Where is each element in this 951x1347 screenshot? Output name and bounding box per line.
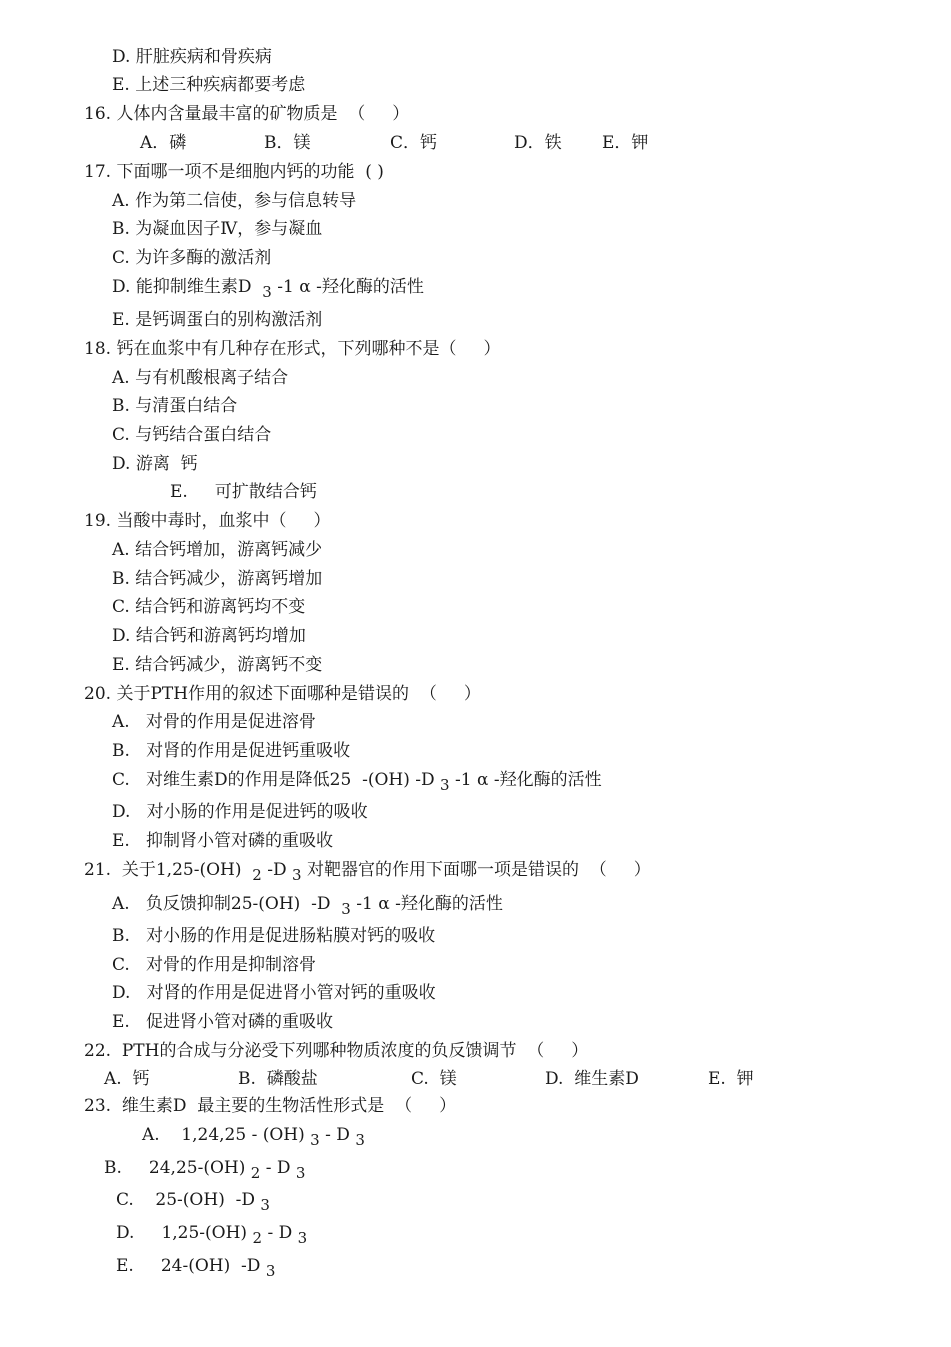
q20-option-e: E. 抑制肾小管对磷的重吸收 bbox=[112, 831, 334, 851]
q20-option-d: D. 对小肠的作用是促进钙的吸收 bbox=[112, 802, 368, 822]
q18-option-a: A. 与有机酸根离子结合 bbox=[112, 368, 289, 388]
q22-option-d: D. 维生素D bbox=[545, 1069, 639, 1089]
q22-option-e: E. 钾 bbox=[708, 1069, 754, 1089]
q17-option-b: B. 为凝血因子Ⅳ，参与凝血 bbox=[112, 219, 323, 239]
q16-option-c: C．钙 bbox=[390, 133, 438, 153]
q16-option-d: D．铁 bbox=[514, 133, 562, 153]
q19-option-d: D. 结合钙和游离钙均增加 bbox=[112, 626, 306, 646]
q17-option-c: C. 为许多酶的激活剂 bbox=[112, 248, 272, 268]
q18-option-c: C. 与钙结合蛋白结合 bbox=[112, 425, 272, 445]
q17-option-a: A. 作为第二信使，参与信息转导 bbox=[112, 191, 357, 211]
q23-option-e: E. 24-(OH) -D $_3$ bbox=[116, 1256, 276, 1280]
q22-options-row bbox=[0, 1068, 951, 1090]
q23-option-d: D. 1,25-(OH) $_2$ - D $_3$ bbox=[116, 1223, 308, 1247]
question-18: 18. 钙在血浆中有几种存在形式，下列哪种不是（ ） bbox=[84, 339, 501, 359]
q23-option-b: B. 24,25-(OH) $_2$ - D $_3$ bbox=[104, 1158, 306, 1182]
q20-option-b: B. 对肾的作用是促进钙重吸收 bbox=[112, 741, 351, 761]
q18-option-b: B. 与清蛋白结合 bbox=[112, 396, 238, 416]
question-23: 23. 维生素D 最主要的生物活性形式是 （ ） bbox=[84, 1096, 457, 1116]
q22-option-b: B. 磷酸盐 bbox=[238, 1069, 318, 1089]
q21-option-b: B. 对小肠的作用是促进肠粘膜对钙的吸收 bbox=[112, 926, 436, 946]
q16-option-a: A．磷 bbox=[140, 133, 187, 153]
q20-option-a: A. 对骨的作用是促进溶骨 bbox=[112, 712, 316, 732]
question-16: 16. 人体内含量最丰富的矿物质是 （ ） bbox=[84, 104, 410, 124]
question-19: 19. 当酸中毒时，血浆中（ ） bbox=[84, 511, 331, 531]
q21-option-d: D. 对肾的作用是促进肾小管对钙的重吸收 bbox=[112, 983, 436, 1003]
q19-option-c: C. 结合钙和游离钙均不变 bbox=[112, 597, 306, 617]
q22-option-a: A. 钙 bbox=[104, 1069, 150, 1089]
q18-option-d: D. 游离 钙 bbox=[112, 454, 198, 474]
question-21: 21. 关于1,25-(OH) $_2$ -D $_3$ 对靶器官的作用下面哪一项是错误的 （ ） bbox=[84, 860, 651, 884]
q23-option-a: A. 1,24,25 - (OH) $_3$ - D $_3$ bbox=[142, 1125, 365, 1149]
q19-option-b: B. 结合钙减少，游离钙增加 bbox=[112, 569, 323, 589]
q16-option-e: E．钾 bbox=[602, 133, 649, 153]
q15-option-d: D. 肝脏疾病和骨疾病 bbox=[112, 47, 272, 67]
q23-option-c: C. 25-(OH) -D $_3$ bbox=[116, 1190, 270, 1214]
q19-option-a: A. 结合钙增加，游离钙减少 bbox=[112, 540, 323, 560]
q17-option-d: D. 能抑制维生素D $_3$ -1 α -羟化酶的活性 bbox=[112, 277, 424, 301]
q22-option-c: C. 镁 bbox=[411, 1069, 457, 1089]
q21-option-c: C. 对骨的作用是抑制溶骨 bbox=[112, 955, 317, 975]
q16-options-row bbox=[0, 132, 951, 154]
q20-option-c: C. 对维生素D的作用是降低25 -(OH) -D $_3$ -1 α -羟化酶的活性 bbox=[112, 770, 602, 794]
q15-option-e: E. 上述三种疾病都要考虑 bbox=[112, 75, 306, 95]
question-20: 20. 关于PTH作用的叙述下面哪种是错误的 （ ） bbox=[84, 684, 481, 704]
q18-option-e: E. 可扩散结合钙 bbox=[170, 482, 317, 502]
question-22: 22. PTH的合成与分泌受下列哪种物质浓度的负反馈调节 （ ） bbox=[84, 1041, 589, 1061]
q21-option-e: E. 促进肾小管对磷的重吸收 bbox=[112, 1012, 334, 1032]
q19-option-e: E. 结合钙减少，游离钙不变 bbox=[112, 655, 323, 675]
question-17: 17. 下面哪一项不是细胞内钙的功能 ( ) bbox=[84, 162, 384, 182]
q16-option-b: B．镁 bbox=[264, 133, 311, 153]
q17-option-e: E. 是钙调蛋白的别构激活剂 bbox=[112, 310, 323, 330]
q21-option-a: A. 负反馈抑制25-(OH) -D $_3$ -1 α -羟化酶的活性 bbox=[112, 894, 503, 918]
